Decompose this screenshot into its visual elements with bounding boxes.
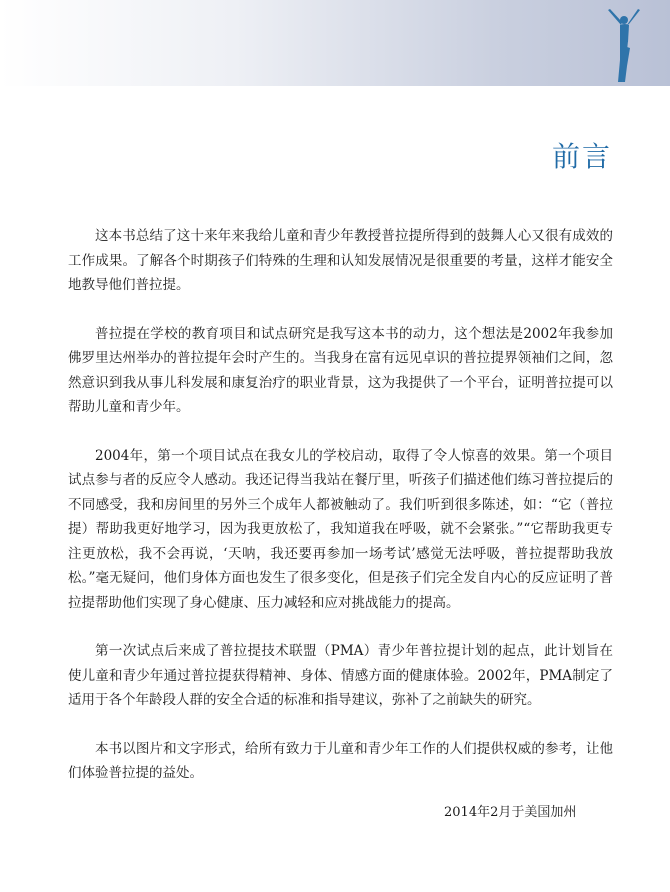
signature-date: 2014年2月于美国加州: [444, 805, 577, 820]
paragraph-1: 这本书总结了这十来年来我给儿童和青少年教授普拉提所得到的鼓舞人心又很有成效的工作成果。了解各个时期孩子们特殊的生理和认知发展情况是很重要的考量，这样才能安全地教导他们普拉提。: [68, 228, 613, 293]
dancer-silhouette-icon: [600, 8, 640, 84]
paragraph-5: 本书以图片和文字形式，给所有致力于儿童和青少年工作的人们提供权威的参考，让他们体验普拉提的益处。: [68, 740, 613, 781]
body-text: [68, 224, 613, 810]
page-title: 前言: [551, 140, 612, 173]
header-band: [0, 0, 670, 86]
paragraph-3: 2004年，第一个项目试点在我女儿的学校启动，取得了令人惊喜的效果。第一个项目试点参与者的反应令人感动。我还记得当我站在餐厅里，听孩子们描述他们练习普拉提后的不同感受，我和房间里的另外三个成年人都被触动了。我们听到很多陈述，如：“它（普拉提）帮助我更好地学习，因为我更放松了，我知道我在呼吸，就不会紧张。”“它帮助我更专注更放松，我不会再说，‘天呐，我还要再参加一场考试’感觉无法呼吸，普拉提帮助我放松。”毫无疑问，他们身体方面也发生了很多变化，但是孩子们完全发自内心的反应证明了普拉提帮助他们实现了身心健康、压力减轻和应对挑战能力的提高。: [68, 447, 613, 611]
paragraph-2: 普拉提在学校的教育项目和试点研究是我写这本书的动力，这个想法是2002年我参加佛罗里达州举办的普拉提年会时产生的。当我身在富有远见卓识的普拉提界领袖们之间，忽然意识到我从事儿科发展和康复治疗的职业背景，这为我提供了一个平台，证明普拉提可以帮助儿童和青少年。: [68, 325, 613, 415]
paragraph-4: 第一次试点后来成了普拉提技术联盟（PMA）青少年普拉提计划的起点，此计划旨在使儿童和青少年通过普拉提获得精神、身体、情感方面的健康体验。2002年，PMA制定了适用于各个年龄段人群的安全合适的标准和指导建议，弥补了之前缺失的研究。: [68, 643, 613, 708]
